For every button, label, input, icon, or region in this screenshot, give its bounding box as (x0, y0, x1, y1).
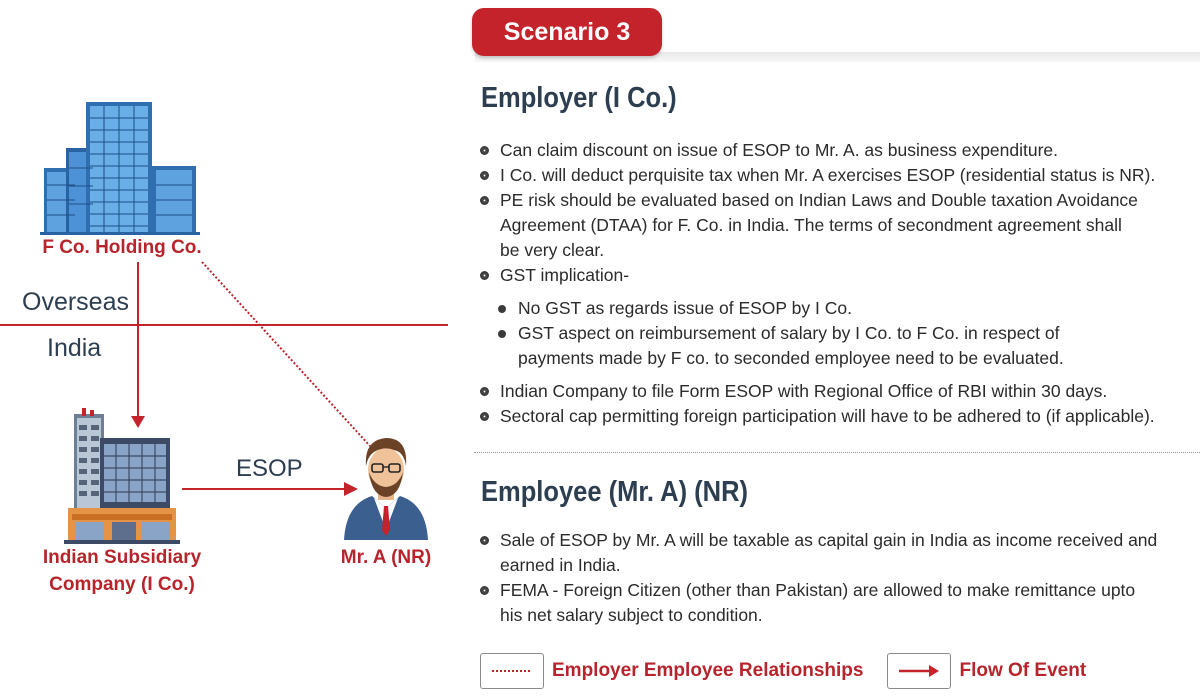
relationship-legend-icon (480, 653, 544, 689)
f-co-label: F Co. Holding Co. (42, 237, 202, 258)
list-item: PE risk should be evaluated based on Indian Laws and Double taxation Avoidance Agreement (DTAA) for F. Co. in India. The terms of secondment agreement shall be very clear. (478, 188, 1178, 263)
overseas-label: Overseas (22, 288, 129, 316)
employer-content (478, 138, 1178, 429)
relationship-legend-label: Employer Employee Relationships (552, 660, 864, 681)
list-item: GST implication- (478, 263, 1178, 288)
relationship-line (202, 262, 370, 446)
legend (480, 653, 1086, 689)
flow-arrow-head-down (131, 416, 145, 428)
list-item: I Co. will deduct perquisite tax when Mr. A exercises ESOP (residential status is NR). (478, 163, 1178, 188)
list-item: GST aspect on reimbursement of salary by I Co. to F Co. in respect of payments made by F co. to seconded employee need to be evaluated. (496, 321, 1178, 371)
arrow-icon (899, 664, 939, 678)
subsidiary-label-line1: Indian Subsidiary (42, 547, 202, 568)
india-label: India (47, 334, 102, 362)
subsidiary-building-icon (64, 408, 180, 544)
list-item: FEMA - Foreign Citizen (other than Pakistan) are allowed to make remittance upto his net salary subject to condition. (478, 578, 1178, 628)
list-item: Sale of ESOP by Mr. A will be taxable as capital gain in India as income received and earned in India. (478, 528, 1178, 578)
flow-legend-icon (887, 653, 951, 689)
flow-legend-label: Flow Of Event (959, 660, 1087, 681)
scenario-tab: Scenario 3 (472, 8, 662, 56)
subsidiary-label (22, 544, 222, 598)
list-item: Sectoral cap permitting foreign participation will have to be adhered to (if applicable). (478, 404, 1178, 429)
employer-bullet-list-2 (478, 379, 1178, 429)
employee-bullet-list (478, 528, 1178, 628)
employer-title: Employer (I Co.) (481, 82, 677, 114)
list-item: No GST as regards issue of ESOP by I Co. (496, 296, 1178, 321)
esop-label: ESOP (236, 455, 303, 482)
f-co-building-icon (40, 102, 200, 235)
mr-a-label: Mr. A (NR) (340, 547, 432, 568)
employee-content (478, 528, 1178, 628)
esop-arrow-head (344, 482, 358, 496)
list-item: Can claim discount on issue of ESOP to Mr. A. as business expenditure. (478, 138, 1178, 163)
dotted-line-icon (492, 669, 532, 673)
employee-title: Employee (Mr. A) (NR) (481, 476, 749, 508)
gst-sub-list (478, 296, 1178, 371)
subsidiary-label-line2: Company (I Co.) (49, 574, 195, 595)
section-divider (474, 452, 1200, 453)
employer-bullet-list (478, 138, 1178, 288)
list-item: Indian Company to file Form ESOP with Regional Office of RBI within 30 days. (478, 379, 1178, 404)
